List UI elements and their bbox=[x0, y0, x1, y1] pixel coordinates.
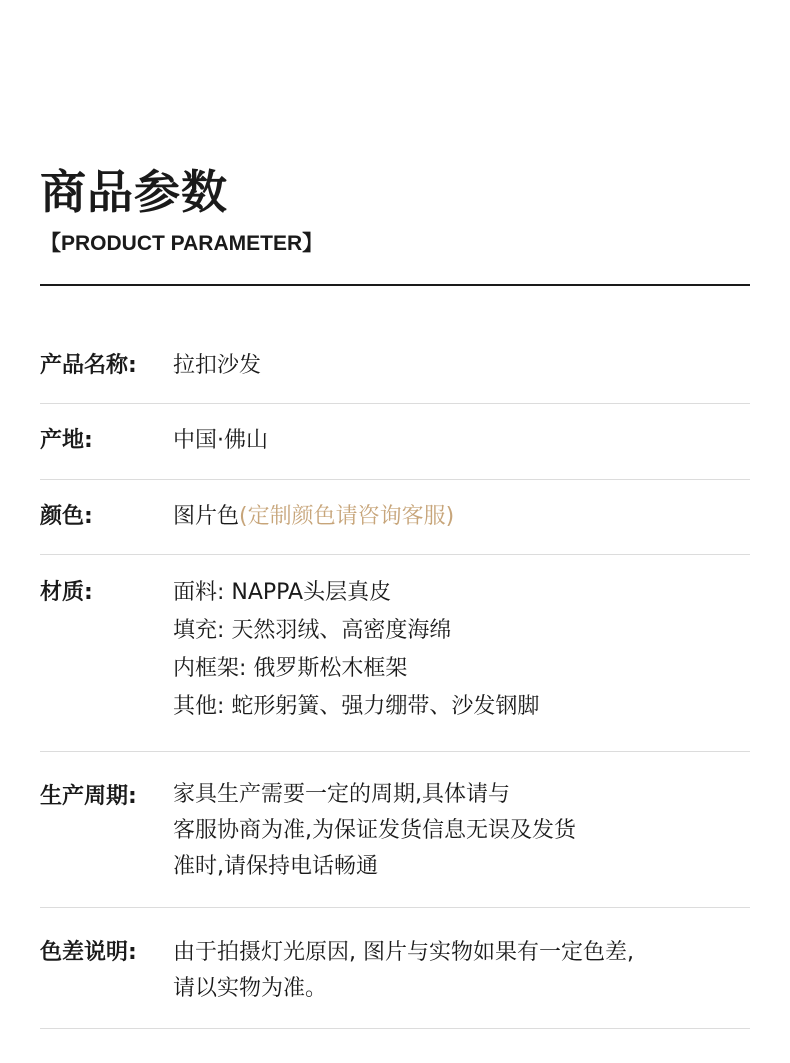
param-label: 产地: bbox=[40, 428, 93, 453]
param-label: 生产周期: bbox=[40, 784, 137, 809]
custom-color-note: (定制颜色请咨询客服) bbox=[239, 504, 455, 529]
param-value-line: 其他: 蛇形躬簧、强力绷带、沙发钢脚 bbox=[173, 694, 540, 719]
param-label: 材质: bbox=[40, 580, 93, 605]
param-value-line: 由于拍摄灯光原因, 图片与实物如果有一定色差, bbox=[173, 940, 634, 965]
param-row-color bbox=[40, 480, 750, 555]
param-value-line: 客服协商为准,为保证发货信息无误及发货 bbox=[173, 818, 576, 843]
param-value-line: 拉扣沙发 bbox=[173, 353, 262, 378]
param-value bbox=[173, 777, 576, 885]
param-row-origin bbox=[40, 404, 750, 480]
param-value-line: 请以实物为准。 bbox=[173, 976, 328, 1001]
param-label: 色差说明: bbox=[40, 940, 137, 965]
param-value-line: 准时,请保持电话畅通 bbox=[173, 854, 378, 879]
param-value bbox=[173, 498, 454, 536]
param-row-product-name bbox=[40, 328, 750, 404]
param-value-line: 中国·佛山 bbox=[173, 428, 268, 453]
param-value-line: 内框架: 俄罗斯松木框架 bbox=[173, 656, 408, 681]
page-subtitle: 【PRODUCT PARAMETER】 bbox=[40, 232, 324, 255]
param-value-line: 家具生产需要一定的周期,具体请与 bbox=[173, 782, 510, 807]
header-divider bbox=[40, 284, 750, 286]
param-row-material bbox=[40, 555, 750, 752]
param-value-line: 填充: 天然羽绒、高密度海绵 bbox=[173, 618, 452, 643]
param-value-line: 图片色 bbox=[173, 504, 240, 529]
param-row-color-difference bbox=[40, 908, 750, 1029]
param-row-production-cycle bbox=[40, 752, 750, 908]
parameter-list bbox=[40, 328, 750, 1029]
param-value bbox=[173, 422, 268, 460]
param-value bbox=[173, 574, 539, 726]
page-title: 商品参数 bbox=[40, 165, 228, 219]
param-value bbox=[173, 935, 634, 1007]
param-label: 颜色: bbox=[40, 504, 93, 529]
param-value-line: 面料: NAPPA头层真皮 bbox=[173, 580, 392, 605]
param-label: 产品名称: bbox=[40, 353, 137, 378]
param-value bbox=[173, 347, 261, 385]
